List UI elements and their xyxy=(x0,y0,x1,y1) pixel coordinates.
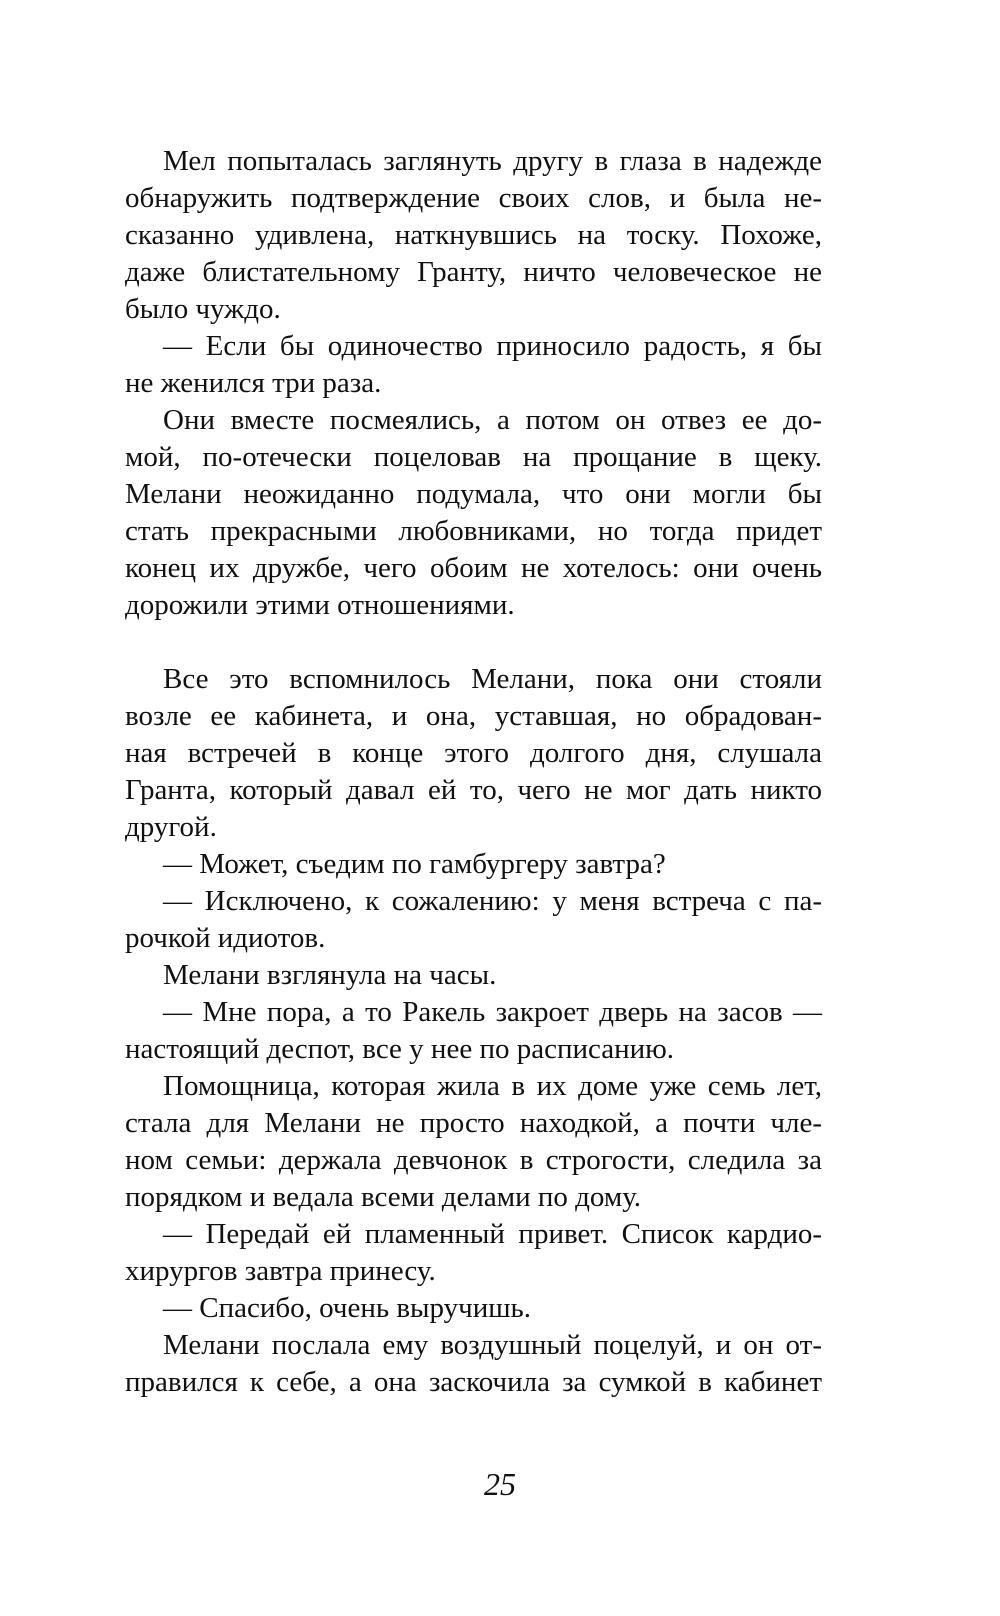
text-line: Гранта, который давал ей то, чего не мог дать никто xyxy=(125,774,822,806)
text-line: Они вместе посмеялись, а потом он отвез ее до- xyxy=(163,404,822,436)
text-line: Мелани взглянула на часы. xyxy=(163,959,497,991)
text-line: настоящий деспот, все у нее по расписанию. xyxy=(125,1033,675,1065)
text-line: Мелани неожиданно подумала, что они могли бы xyxy=(125,478,822,510)
text-line: — Спасибо, очень выручишь. xyxy=(163,1292,532,1324)
text-line: Все это вспомнилось Мелани, пока они стояли xyxy=(163,663,822,695)
text-line: правился к себе, а она заскочила за сумкой в кабинет xyxy=(125,1366,822,1398)
text-line: — Мне пора, а то Ракель закроет дверь на засов — xyxy=(163,996,822,1028)
text-line: Мел попыталась заглянуть другу в глаза в надежде xyxy=(163,145,822,177)
text-line: стала для Мелани не просто находкой, а почти чле- xyxy=(125,1107,822,1139)
text-line: — Может, съедим по гамбургеру завтра? xyxy=(163,848,666,880)
text-line: даже блистательному Гранту, ничто человеческое не xyxy=(125,256,822,288)
text-line: сказанно удивлена, наткнувшись на тоску. Похоже, xyxy=(125,219,822,251)
text-line: — Передай ей пламенный привет. Список кардио- xyxy=(163,1218,822,1250)
text-line: ном семьи: держала девчонок в строгости, следила за xyxy=(125,1144,822,1176)
text-line: конец их дружбе, чего обоим не хотелось: они очень xyxy=(125,552,822,584)
page-number: 25 xyxy=(484,1466,516,1502)
text-line: дорожили этими отношениями. xyxy=(125,589,515,621)
text-line: хирургов завтра принесу. xyxy=(125,1255,436,1287)
text-line: Помощница, которая жила в их доме уже семь лет, xyxy=(163,1070,822,1102)
text-line: — Если бы одиночество приносило радость, я бы xyxy=(163,330,822,362)
text-line: стать прекрасными любовниками, но тогда придет xyxy=(125,515,822,547)
text-line: рочкой идиотов. xyxy=(125,922,326,954)
text-line: обнаружить подтверждение своих слов, и была не- xyxy=(125,182,822,214)
text-line: другой. xyxy=(125,811,217,843)
text-line: Мелани послала ему воздушный поцелуй, и он от- xyxy=(163,1329,822,1361)
text-line: мой, по-отечески поцеловав на прощание в щеку. xyxy=(125,441,822,473)
text-line: ная встречей в конце этого долгого дня, слушала xyxy=(125,737,822,769)
text-line: не женился три раза. xyxy=(125,367,382,399)
text-line: возле ее кабинета, и она, уставшая, но обрадован- xyxy=(125,700,822,732)
text-line: порядком и ведала всеми делами по дому. xyxy=(125,1181,642,1213)
text-line: — Исключено, к сожалению: у меня встреча с па- xyxy=(163,885,822,917)
text-line: было чуждо. xyxy=(125,293,281,325)
